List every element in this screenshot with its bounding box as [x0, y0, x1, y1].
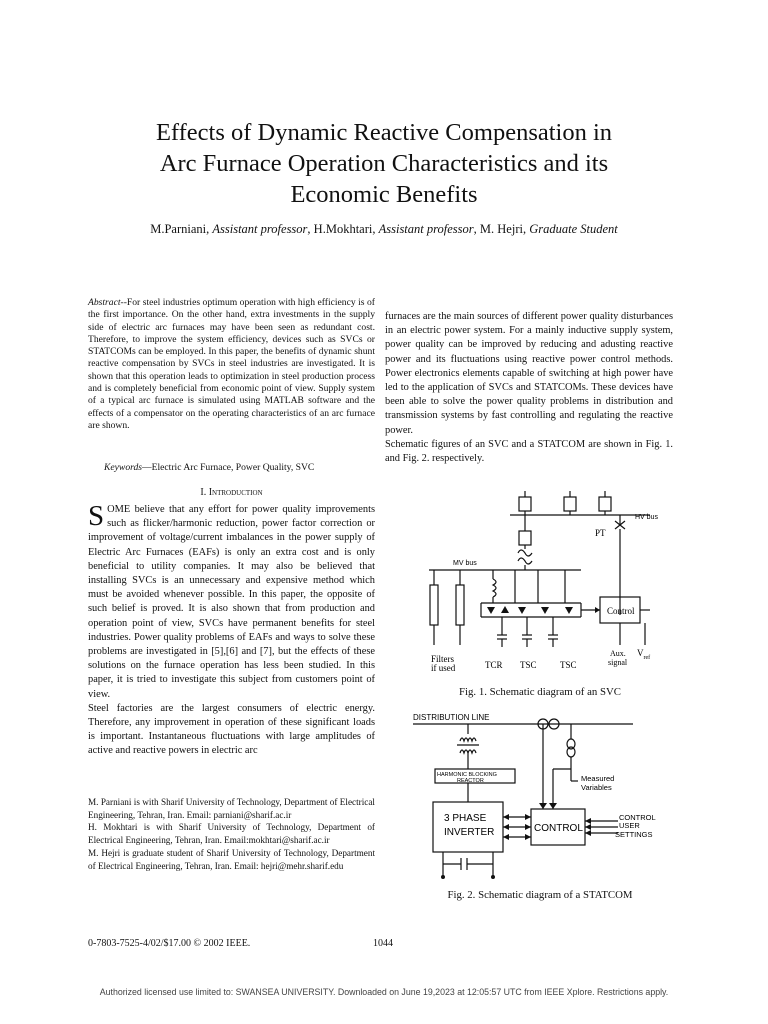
right-paragraph-1: furnaces are the main sources of different power quality disturbances in an electric power system. For a mainly inductive supply system, power quality can be improved by reducing and adusting reactive power and its fluctuations using reactive power control methods. Power electronics elements capable of switching at high power have led to the application of SVCs and STATCOMs. These devices have been able to solve the power quality problems in distribution and transmission systems by fast controlling and regulating the reactive power.: [385, 311, 673, 436]
section-number: I.: [200, 487, 207, 498]
author-name: M.Parniani,: [150, 222, 210, 236]
tsc-label: TSC: [560, 660, 577, 670]
reactor-label: REACTOR: [457, 778, 484, 784]
measured-label: Measured: [581, 774, 615, 783]
control-box-label: Control: [607, 606, 635, 616]
keywords: [88, 461, 375, 475]
control-input-label: CONTROL: [619, 813, 656, 822]
control-box-label: CONTROL: [534, 823, 583, 834]
aux-label: Aux.: [610, 649, 626, 658]
license-notice: Authorized licensed use limited to: SWANSEA UNIVERSITY. Downloaded on June 19,2023 at 12:05:57 UTC from IEEE Xplore. Restrictions apply.: [99, 987, 669, 997]
section-heading: [88, 487, 375, 498]
introduction-text: [88, 500, 375, 759]
pt-label: PT: [595, 528, 606, 538]
variables-label: Variables: [581, 783, 612, 792]
title-line: Arc Furnace Operation Characteristics and its: [159, 150, 609, 177]
abstract-label: Abstract: [88, 297, 121, 308]
intro-paragraph-2: Steel factories are the largest consumers of electric energy. Therefore, any improvement in operation of these significant loads is important. Instantaneous fluctuations with large amplitudes of active and reactive powers in electric arc: [88, 702, 375, 757]
tcr-label: TCR: [485, 660, 503, 670]
hv-bus-label: HV bus: [635, 514, 658, 521]
section-title: Introduction: [208, 487, 263, 498]
abstract-text: --For steel industries optimum operation with high efficiency is of the first importance. On the other hand, extra investments in the supply side of electric arc furnaces may have been seen as redundant cost. Therefore, to improve the system efficiency, devices such as SVCs or STATCOMs can be employed. In this paper, the benefits of dynamic shunt reactive compensation by SVCs in steel industries are investigated. It is shown that this operation leads to optimization in steel production process and is completely beneficial from economic point of view. Supply system of a typical arc furnace is simulated using MATLAB software and the effects of a compensator on the operating characteristics of an arc furnace are shown.: [88, 297, 375, 431]
title-line: Effects of Dynamic Reactive Compensation in: [155, 119, 613, 146]
copyright-line: 0-7803-7525-4/02/$17.00 © 2002 IEEE.: [88, 938, 251, 949]
author-name: H.Mokhtari,: [313, 222, 376, 236]
vref-symbol: V: [637, 648, 644, 658]
keywords-text: —Electric Arc Furnace, Power Quality, SVC: [142, 462, 315, 473]
figure-1-caption: Fig. 1. Schematic diagram of an SVC: [459, 686, 621, 698]
author-name: M. Hejri,: [479, 222, 527, 236]
footnote: H. Mokhtari is with Sharif University of Technology, Department of Electrical Engineering, Tehran, Iran. Email:mokhtari@sharif.ac.ir: [88, 822, 375, 846]
author-role: Assistant professor: [378, 222, 474, 236]
if-used-label: if used: [431, 663, 456, 673]
author-role: Graduate Student: [529, 222, 618, 236]
keywords-label: Keywords: [104, 462, 143, 473]
abstract: [88, 297, 375, 432]
vref-label: [637, 648, 650, 661]
tsc-label: TSC: [520, 660, 537, 670]
footnote: M. Parniani is with Sharif University of Technology, Department of Electrical Engineering, Tehran, Iran. Email: parniani@sharif.ac.ir: [88, 797, 375, 820]
author-footnotes: [88, 796, 375, 872]
mv-bus-label: MV bus: [453, 560, 477, 567]
right-column-text: [385, 310, 673, 466]
intro-paragraph-1: believe that any effort for power quality improvements such as flicker/harmonic reduction, power factor correction or improvement of voltage/current imbalances in the power supply of Electric Arc Furnaces (EAFs) is only an extra cost and is only beneficial to utility companies. It may also be believed that installing SVCs is an unnecessary and expensive method which must be avoided whenever possible. In this paper, the opposite of such belief is proved. It is also shown that from production and operation point of view, SVCs have permanent benefits for steel industries. Power quality problems of EAFs and ways to solve these problems are investigated in [5],[6] and [7], but the effects of these solutions on the furnace operation has less been studied. In this paper, it is tried to investigate this subject from customers point of view.: [88, 504, 375, 700]
right-paragraph-2: Schematic figures of an SVC and a STATCOM are shown in Fig. 1. and Fig. 2. respectively.: [385, 438, 673, 465]
figure-2-statcom-diagram: [413, 709, 693, 884]
figure-1-svc-diagram: [405, 485, 675, 680]
user-label: USER: [619, 821, 640, 830]
settings-label: SETTINGS: [615, 830, 653, 839]
figure-2-caption: Fig. 2. Schematic diagram of a STATCOM: [447, 889, 633, 901]
signal-label: signal: [608, 658, 628, 667]
vref-subscript: ref: [643, 655, 651, 661]
intro-first-word: OME: [107, 504, 131, 515]
title-line: Economic Benefits: [290, 181, 478, 208]
author-line: M.Parniani, Assistant professor, H.Mokhtari, Assistant professor, M. Hejri, Graduate Student: [150, 222, 618, 236]
drop-cap: S: [88, 500, 105, 532]
author-role: Assistant professor: [212, 222, 308, 236]
inverter-label: INVERTER: [444, 827, 495, 838]
harmonic-blocking-label: HARMONIC BLOCKING: [437, 772, 497, 778]
filters-label: Filters: [431, 654, 455, 664]
distribution-line-label: DISTRIBUTION LINE: [413, 713, 490, 722]
three-phase-label: 3 PHASE: [444, 813, 487, 824]
footnote: M. Hejri is graduate student of Sharif University of Technology, Department of Electrical Engineering, Tehran, Iran. Email: hejri@mehr.sharif.edu: [88, 847, 375, 871]
paper-title: [40, 117, 728, 210]
page-number: 1044: [373, 938, 393, 949]
